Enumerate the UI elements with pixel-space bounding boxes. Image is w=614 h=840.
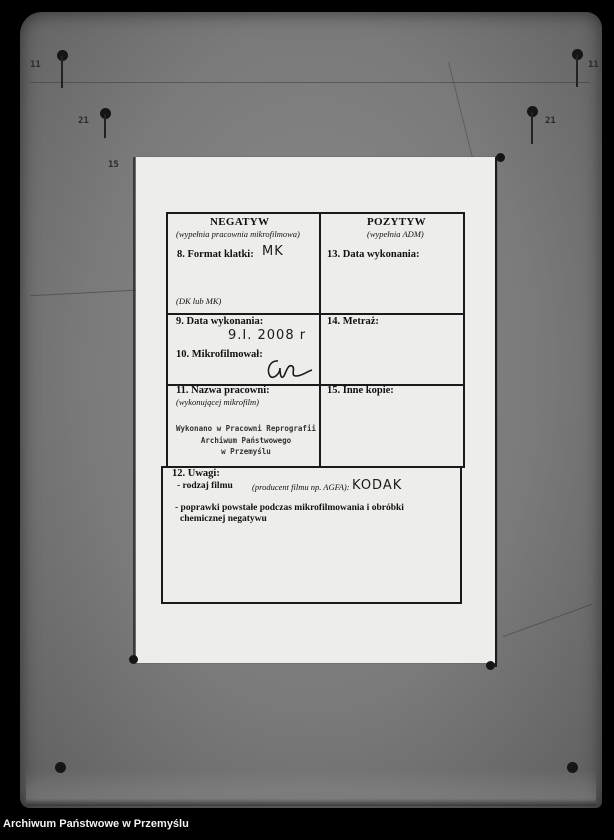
- negatyw-subtitle: (wypełnia pracownia mikrofilmowa): [176, 229, 300, 239]
- film-edge-glow: [26, 770, 596, 806]
- column-divider: [319, 212, 321, 468]
- data-wykonania-label: 9. Data wykonania:: [176, 316, 264, 327]
- rodzaj-filmu-value: KODAK: [352, 478, 403, 493]
- pozytyw-subtitle: (wypełnia ADM): [367, 229, 424, 239]
- rodzaj-filmu-label: - rodzaj filmu: [177, 481, 233, 491]
- margin-mark: 21: [78, 116, 89, 126]
- registration-tick: [576, 55, 578, 87]
- margin-mark: 15: [108, 160, 119, 170]
- poprawki-line: - poprawki powstałe podczas mikrofilmowania i obróbki: [175, 503, 404, 513]
- archive-caption: Archiwum Państwowe w Przemyślu: [3, 818, 189, 830]
- registration-tick: [531, 112, 533, 144]
- signature-icon: [262, 356, 318, 382]
- registration-tick: [61, 56, 63, 88]
- data-wykonania-value: 9.I. 2008 r: [228, 328, 307, 343]
- poprawki-line: chemicznej negatywu: [180, 514, 267, 524]
- stamp-line: w Przemyślu: [221, 447, 271, 456]
- registration-dot: [496, 153, 505, 162]
- registration-dot: [55, 762, 66, 773]
- paper-edge: [495, 157, 497, 667]
- film-scratch: [30, 82, 590, 83]
- format-klatki-value: MK: [262, 244, 284, 259]
- registration-dot: [129, 655, 138, 664]
- stamp-line: Wykonano w Pracowni Reprografii: [176, 424, 316, 433]
- nazwa-pracowni-label: 11. Nazwa pracowni:: [176, 385, 270, 396]
- nazwa-pracowni-hint: (wykonującej mikrofilm): [176, 397, 260, 407]
- margin-mark: 21: [545, 116, 556, 126]
- stamp-line: Archiwum Państwowego: [200, 436, 292, 445]
- negatyw-title: NEGATYW: [210, 216, 270, 228]
- mikrofilmowal-label: 10. Mikrofilmował:: [176, 349, 263, 360]
- inne-kopie-label: 15. Inne kopie:: [327, 385, 394, 396]
- registration-tick: [104, 114, 106, 138]
- margin-mark: 11: [30, 60, 41, 70]
- registration-dot: [567, 762, 578, 773]
- format-klatki-hint: (DK lub MK): [176, 296, 222, 306]
- pozytyw-title: POZYTYW: [367, 216, 426, 228]
- row-divider: [166, 313, 465, 315]
- pozytyw-data-label: 13. Data wykonania:: [327, 249, 420, 260]
- uwagi-label: 12. Uwagi:: [172, 468, 220, 479]
- format-klatki-label: 8. Format klatki:: [177, 249, 254, 260]
- registration-dot: [486, 661, 495, 670]
- margin-mark: 11: [588, 60, 599, 70]
- metraz-label: 14. Metraż:: [327, 316, 379, 327]
- paper-edge: [133, 157, 135, 662]
- rodzaj-filmu-hint: (producent filmu np. AGFA):: [252, 482, 350, 492]
